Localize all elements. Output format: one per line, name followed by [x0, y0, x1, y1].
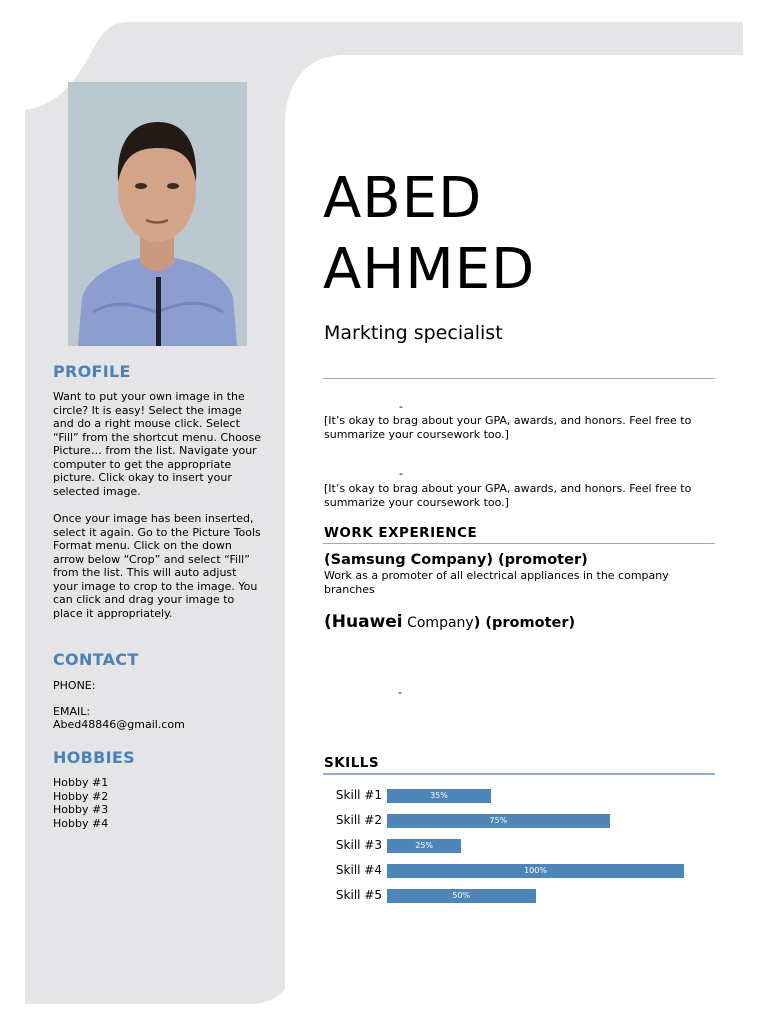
profile-photo[interactable] — [68, 82, 247, 346]
contact-heading: CONTACT — [53, 650, 139, 669]
skill-row — [300, 888, 720, 902]
skills-heading: SKILLS — [324, 755, 380, 771]
education-text: [It’s okay to brag about your GPA, awards, and honors. Feel free to summarize your coursework too.] — [324, 482, 692, 509]
skills-divider — [323, 773, 715, 775]
skill-bar: 100% — [387, 864, 684, 878]
skill-label: Skill #1 — [335, 788, 382, 802]
job-1-description: Work as a promoter of all electrical appliances in the company branches — [324, 569, 669, 596]
skill-row — [300, 788, 720, 802]
profile-paragraph-1: Want to put your own image in the circle? It is easy! Select the image and do a right mouse click. Select “Fill” from the shortcut menu. Choose Picture… from the list. Navigate your computer to get the appropriate picture. Click okay to insert your selected image. — [53, 390, 262, 498]
profile-paragraph-2: Once your image has been inserted, select it again. Go to the Picture Tools Format menu. Click on the down arrow below “Crop” and select “Fill” from the list. This will auto adjust your image to crop to the image. You can click and drag your image to place it appropriately. — [53, 512, 261, 620]
hobby-item: Hobby #4 — [53, 817, 109, 830]
first-name: ABED — [323, 166, 483, 231]
job-1-title: (Samsung Company) (promoter) — [324, 552, 588, 568]
job-2-company: Company — [402, 615, 474, 631]
hobby-item: Hobby #1 — [53, 776, 109, 789]
header-divider — [323, 378, 715, 379]
skill-label: Skill #4 — [335, 863, 382, 877]
skill-row — [300, 863, 720, 877]
last-name: AHMED — [323, 237, 536, 302]
education-text: [It’s okay to brag about your GPA, awards, and honors. Feel free to summarize your coursework too.] — [324, 414, 692, 441]
skill-bar: 35% — [387, 789, 491, 803]
skill-bar: 75% — [387, 814, 610, 828]
portrait-image — [68, 82, 247, 346]
email-label: EMAIL: — [53, 705, 91, 718]
work-experience-heading: WORK EXPERIENCE — [324, 525, 478, 541]
phone-label: PHONE: — [53, 679, 96, 692]
skill-row — [300, 838, 720, 852]
job-2-title — [324, 612, 575, 632]
email-value[interactable]: Abed48846@gmail.com — [53, 718, 185, 731]
job-2-open: (Huawei — [324, 612, 403, 632]
job-2-close: ) (promoter) — [473, 615, 576, 631]
skill-label: Skill #2 — [335, 813, 382, 827]
skill-bar: 50% — [387, 889, 536, 903]
skill-label: Skill #5 — [335, 888, 382, 902]
profile-heading: PROFILE — [53, 362, 131, 381]
hobby-item: Hobby #2 — [53, 790, 109, 803]
skill-row — [300, 813, 720, 827]
hobbies-heading: HOBBIES — [53, 748, 135, 767]
work-dash: - — [398, 686, 402, 699]
education-dash: - — [399, 467, 403, 480]
job-title: Markting specialist — [324, 322, 503, 344]
hobby-item: Hobby #3 — [53, 803, 109, 816]
skill-label: Skill #3 — [335, 838, 382, 852]
work-divider — [323, 543, 715, 544]
skill-bar: 25% — [387, 839, 461, 853]
education-dash: - — [399, 400, 403, 413]
